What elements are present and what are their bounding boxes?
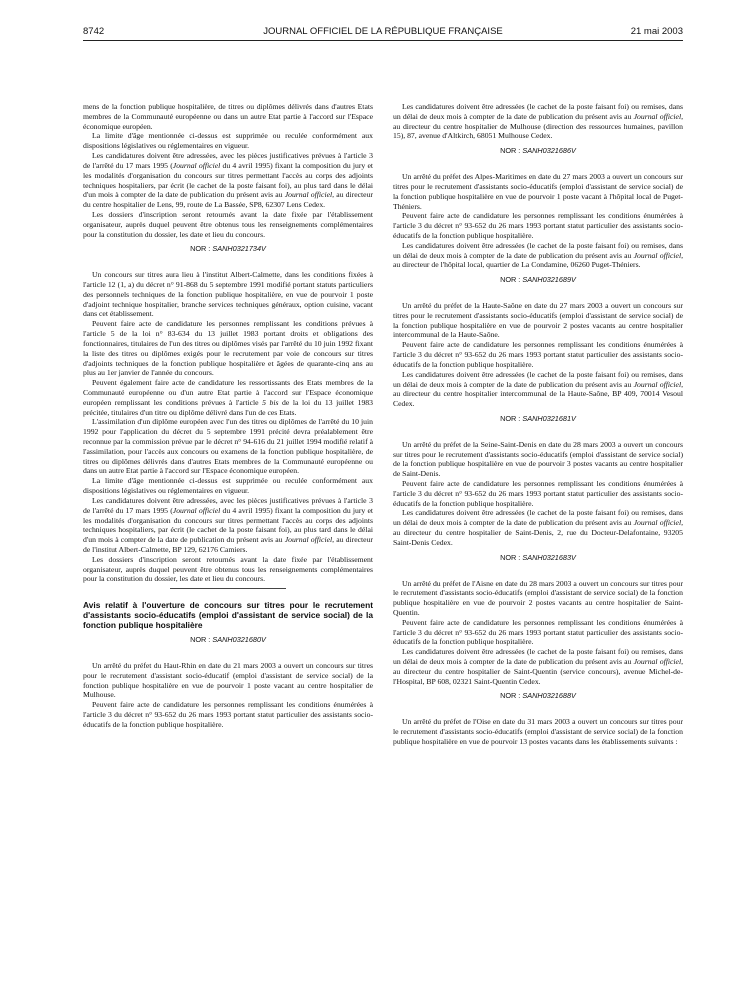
nor-label: NOR : [500,275,523,285]
paragraph [393,508,683,547]
text-run: , au directeur du centre hospitalier de Saint-Denis, 2, rue du Docteur-Delafontaine, 93205 Saint-Denis Cedex. [393,518,683,547]
text-run: Les candidatures doivent être adressées (le cachet de la poste faisant foi) ou remises, dans un délai de deux mois à compter de la date de publication du présent avis au [393,102,683,121]
nor-label: NOR : [500,552,523,562]
journal-name: Journal officiel [633,657,682,666]
paragraph: Un concours sur titres aura lieu à l'institut Albert-Calmette, dans les conditions fixées à l'article 12 (1, a) du décret n° 91-868 du 5 septembre 1991 modifié portant statuts particuliers des personnels techniques de la fonction publique hospitalière, en vue de pourvoir 1 poste d'adjoint technique hospitalier, branche services techniques généraux, option cuisine, vacant dans cet établissement. [83,270,373,319]
issue-date: 21 mai 2003 [630,26,683,37]
paragraph: Peuvent faire acte de candidature les personnes remplissant les conditions prévues à l'article 5 de la loi n° 83-634 du 13 juillet 1983 portant droits et obligations des fonctionnaires, titulaires de l'un des titres ou diplômes visés par l'arrêté du 10 juin 1992 fixant la liste des titres ou diplômes exigés pour le recrutement par voie de concours sur titres d'adjoints techniques de la fonction publique hospitalière et âgées de quarante-cinq ans au plus au 1er janvier de l'année du concours. [83,319,373,378]
nor-code: SANH0321683V [522,552,576,562]
nor-reference [83,244,373,254]
nor-code: SANH0321680V [212,635,266,645]
text-run: du 4 avril 1995) fixant la composition du jury et les modalités d'organisation du concours sur titres permettant l'accès au corps des adjoints techniques hospitaliers, par écrit (le cachet de la poste faisant foi), au plus tard dans le délai d'un mois à compter de la date de publication du présent avis au [83,505,374,545]
nor-reference [83,635,373,645]
journal-name: Journal officiel [633,111,682,121]
paragraph: La limite d'âge mentionnée ci-dessus est supprimée ou reculée conformément aux dispositions législatives ou réglementaires en vigueur. [83,131,373,151]
right-column [393,102,683,747]
paragraph: L'assimilation d'un diplôme européen avec l'un des titres ou diplômes de l'arrêté du 10 juin 1992 pour l'application du décret du 5 septembre 1991 précité devra préalablement être reconnue par la commission prévue par le décret n° 94-616 du 21 juillet 1994 modifié relatif à l'assimilation, pour l'accès aux concours ou examens de la fonction publique hospitalière, de titres ou diplômes délivrés dans d'autres Etats membres de la Communauté européenne ou dans un autre Etat partie à l'accord sur l'Espace économique européen. [83,417,373,476]
text-run: Les candidatures doivent être adressées, avec les pièces justificatives prévues à l'article 3 de l'arrêté du 17 mars 1995 ( [83,495,373,515]
journal-name: Journal officiel [633,250,682,260]
nor-code: SANH0321688V [522,691,576,701]
text-run: Les candidatures doivent être adressées, avec les pièces justificatives prévues à l'article 3 de l'arrêté du 17 mars 1995 ( [83,151,373,170]
nor-label: NOR : [500,146,523,156]
text-run: , au directeur du centre hospitalier de Lens, 99, route de La Bassée, SP8, 62307 Lens Cedex. [83,190,373,210]
nor-reference [393,691,683,701]
nor-reference [393,275,683,285]
page-number: 8742 [83,26,105,37]
paragraph: Peuvent faire acte de candidature les personnes remplissant les conditions énumérées à l'article 3 du décret n° 93-652 du 26 mars 1993 portant statut particulier des assistants socio-éducatifs de la fonction publique hospitalière. [393,340,683,369]
text-run: du 4 avril 1995) fixant la composition du jury et les modalités d'organisation du concours sur titres permettant l'accès au corps des adjoints techniques hospitaliers, par écrit (le cachet de la poste faisant foi), au plus tard dans le délai d'un mois à compter de la date de publication du présent avis au [83,160,374,200]
paragraph: Un arrêté du préfet de l'Aisne en date du 28 mars 2003 a ouvert un concours sur titres pour le recrutement d'assistants socio-éducatifs (emploi d'assistant de service social) de la fonction publique hospitalière en vue de pourvoir 2 postes vacants au centre hospitalier de Saint-Quentin. [393,578,683,617]
paragraph [393,370,683,409]
paragraph: mens de la fonction publique hospitalière, de titres ou diplômes délivrés dans d'autres Etats membres de la Communauté européenne ou dans un autre Etat partie à l'accord sur l'Espace économique européen. [83,102,373,131]
paragraph: Peuvent faire acte de candidature les personnes remplissant les conditions énumérées à l'article 3 du décret n° 93-652 du 26 mars 1993 portant statut particulier des assistants socio-éducatifs de la fonction publique hospitalière. [393,617,683,647]
paragraph: Un arrêté du préfet du Haut-Rhin en date du 21 mars 2003 a ouvert un concours sur titres pour le recrutement d'assistant socio-éducatif (emploi d'assistant de service social) de la fonction publique hospitalière en vue de pourvoir 1 poste vacant au centre hospitalier de Mulhouse. [83,661,373,700]
nor-reference [393,553,683,563]
paragraph: Un arrêté du préfet de la Haute-Saône en date du 27 mars 2003 a ouvert un concours sur titres pour le recrutement d'assistants socio-éducatifs (emploi d'assistant de service social) de la fonction publique hospitalière en vue de pourvoir 2 postes vacants au centre hospitalier intercommunal de la Haute-Saône. [393,301,683,340]
text-run: , au directeur du centre hospitalier de Saint-Quentin (service concours), avenue Michel-de-l'Hospital, BP 608, 02321 Saint-Quentin Cedex. [393,657,683,686]
paragraph [393,241,683,270]
journal-name: Journal officiel [284,190,333,200]
text-run: Les candidatures doivent être adressées (le cachet de la poste faisant foi) ou remises, dans un délai de deux mois à compter de la date de publication du présent avis au [393,240,683,260]
text-run: , au directeur de l'institut Albert-Calmette, BP 129, 62176 Camiers. [83,535,373,554]
section-divider [170,588,286,589]
paragraph: Peuvent faire acte de candidature les personnes remplissant les conditions énumérées à l'article 3 du décret n° 93-652 du 26 mars 1993 portant statut particulier des assistants socio-éducatifs de la fonction publique hospitalière. [393,479,683,508]
notice-title: Avis relatif à l'ouverture de concours sur titres pour le recrutement d'assistants socio-éducatifs (emploi d'assistant de service social) de la fonction publique hospitalière [83,600,373,631]
text-run: , au directeur du centre hospitalier de Mulhouse (direction des ressources humaines, pavillon 15), 87, avenue d'Altkirch, 68051 Mulhouse Cedex. [393,111,683,141]
paragraph: Les dossiers d'inscription seront retournés avant la date fixée par l'établissement organisateur, auprès duquel peuvent être obtenus tous les renseignements complémentaires pour la constitution du dossier, les date et lieu du concours. [83,554,373,584]
left-column [83,102,373,730]
paragraph: Un arrêté du préfet des Alpes-Maritimes en date du 27 mars 2003 a ouvert un concours sur titres pour le recrutement d'assistants socio-éducatifs (emploi d'assistant de service social) de la fonction publique hospitalière en vue de pourvoir 1 poste vacant à l'hôpital local de Puget-Théniers. [393,172,683,211]
nor-label: NOR : [190,635,213,645]
text-run: Les candidatures doivent être adressées (le cachet de la poste faisant foi) ou remises, dans un délai de deux mois à compter de la date de publication du présent avis au [393,508,683,528]
paragraph: La limite d'âge mentionnée ci-dessus est supprimée ou reculée conformément aux dispositions législatives ou réglementaires en vigueur. [83,476,373,496]
page-header [83,26,683,40]
journal-name: Journal officiel [633,379,682,389]
paragraph [393,647,683,686]
text-run: , au directeur de l'hôpital local, quartier de La Condamine, 06260 Puget-Théniers. [393,250,683,270]
text-run: Peuvent également faire acte de candidature les ressortissants des Etats membres de la Communauté européenne ou d'un autre Etat partie à l'accord sur l'Espace économique européen remplissant les conditions prévues à l'article [83,378,373,407]
text-run: Les candidatures doivent être adressées (le cachet de la poste faisant foi) ou remises, dans un délai de deux mois à compter de la date de publication du présent avis au [393,369,683,389]
paragraph [83,378,373,417]
paragraph: Peuvent faire acte de candidature les personnes remplissant les conditions énumérées à l'article 3 du décret n° 93-652 du 26 mars 1993 portant statut particulier des assistants socio-éducatifs de la fonction publique hospitalière. [393,211,683,240]
paragraph [393,102,683,141]
paragraph [83,151,373,210]
nor-label: NOR : [190,244,213,254]
nor-label: NOR : [500,691,523,701]
nor-code: SANH0321681V [522,413,576,423]
nor-reference [393,414,683,424]
paragraph: Peuvent faire acte de candidature les personnes remplissant les conditions énumérées à l'article 3 du décret n° 93-652 du 26 mars 1993 portant statut particulier des assistants socio-éducatifs de la fonction publique hospitalière. [83,700,373,729]
journal-name: Journal officiel [172,160,221,170]
nor-code: SANH0321686V [522,146,576,156]
paragraph: Les dossiers d'inscription seront retournés avant la date fixée par l'établissement organisateur, auprès duquel peuvent être obtenus tous les renseignements complémentaires pour la constitution du dossier, les date et lieu du concours. [83,209,373,239]
paragraph: Un arrêté du préfet de l'Oise en date du 31 mars 2003 a ouvert un concours sur titres pour le recrutement d'assistants socio-éducatifs (emploi d'assistant de service social) de la fonction publique hospitalière en vue de pourvoir 13 postes vacants dans les établissements suivants : [393,717,683,746]
article-ref: 5 bis [262,397,279,407]
paragraph: Un arrêté du préfet de la Seine-Saint-Denis en date du 28 mars 2003 a ouvert un concours sur titres pour le recrutement d'assistants socio-éducatifs (emploi d'assistant de service social) de la fonction publique hospitalière en vue de pourvoir 3 postes vacants au centre hospitalier de Saint-Denis. [393,439,683,479]
text-run: , au directeur du centre hospitalier intercommunal de la Haute-Saône, BP 409, 70014 Vesoul Cedex. [393,379,683,409]
nor-label: NOR : [500,413,523,423]
nor-code: SANH0321689V [522,275,576,285]
text-run: Les candidatures doivent être adressées (le cachet de la poste faisant foi) ou remises, dans un délai de deux mois à compter de la date de publication du présent avis au [393,647,683,666]
text-run: de la loi du 13 juillet 1983 précitée, titulaires d'un titre ou diplôme délivré dans l'un de ces Etats. [83,397,373,417]
journal-name: Journal officiel [284,535,333,545]
journal-name: Journal officiel [633,518,682,528]
header-rule [83,40,683,41]
nor-reference [393,146,683,156]
nor-code: SANH0321734V [212,244,266,254]
journal-title: JOURNAL OFFICIEL DE LA RÉPUBLIQUE FRANÇAISE [263,26,503,37]
paragraph [83,496,373,555]
journal-name: Journal officiel [172,505,221,515]
